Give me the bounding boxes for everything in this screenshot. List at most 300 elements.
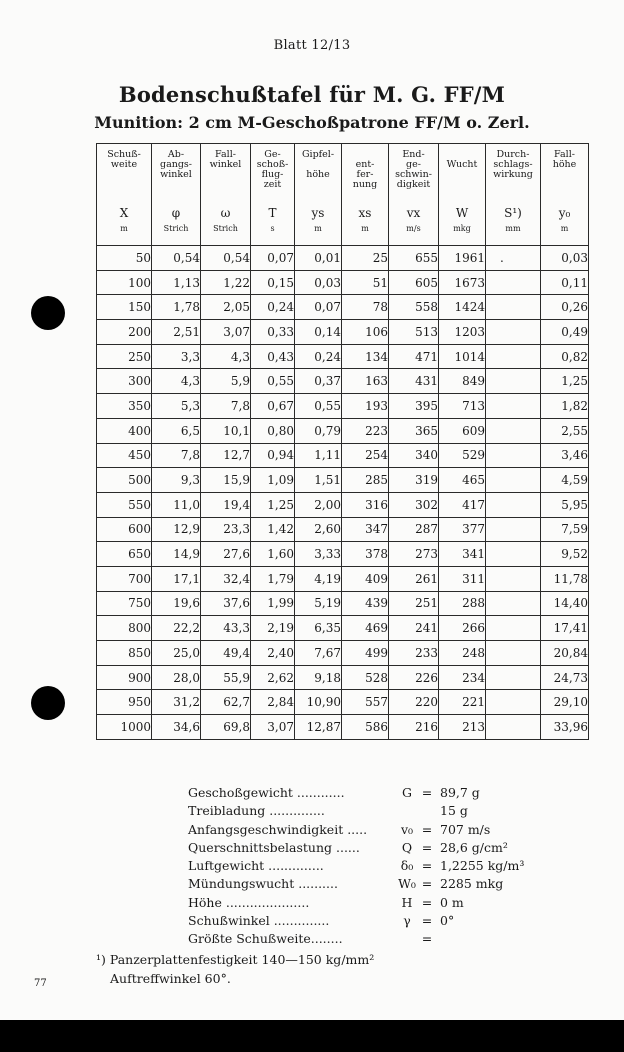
table-cell: 28,0 — [152, 665, 201, 690]
table-cell: 2,05 — [201, 295, 251, 320]
table-cell: 2,51 — [152, 320, 201, 345]
parameter-equals: = — [421, 839, 433, 855]
table-cell: 900 — [97, 665, 152, 690]
table-cell: 251 — [389, 591, 439, 616]
table-cell — [486, 492, 541, 517]
table-cell: 1,22 — [201, 270, 251, 295]
table-cell: 800 — [97, 616, 152, 641]
table-cell: 17,41 — [541, 616, 589, 641]
table-cell: 0,01 — [295, 246, 342, 271]
table-cell: 750 — [97, 591, 152, 616]
table-cell: 1,42 — [251, 517, 295, 542]
table-row — [97, 369, 589, 394]
table-cell: 609 — [439, 418, 486, 443]
table-cell: 9,3 — [152, 468, 201, 493]
column-header-label: Gipfel- höhe — [301, 149, 335, 180]
parameter-equals: = — [421, 913, 433, 929]
table-cell: 1673 — [439, 270, 486, 295]
parameter-value: 28,6 g/cm² — [440, 839, 508, 855]
column-header — [295, 144, 342, 246]
table-cell: 311 — [439, 566, 486, 591]
parameter-symbol: Q — [401, 839, 413, 855]
table-cell: 0,26 — [541, 295, 589, 320]
table-row — [97, 616, 589, 641]
table-cell: 950 — [97, 690, 152, 715]
table-cell: 395 — [389, 394, 439, 419]
parameter-label: Anfangsgeschwindigkeit ..... — [188, 821, 368, 837]
table-cell: 1,25 — [541, 369, 589, 394]
table-cell: 586 — [342, 715, 389, 740]
parameter-equals: = — [421, 894, 433, 910]
table-cell — [486, 517, 541, 542]
table-cell: 22,2 — [152, 616, 201, 641]
table-cell — [486, 715, 541, 740]
table-cell: 25 — [342, 246, 389, 271]
parameter-row — [188, 930, 548, 948]
table-cell: 37,6 — [201, 591, 251, 616]
table-cell: 300 — [97, 369, 152, 394]
column-header-symbol: xs — [358, 206, 372, 220]
table-cell: 7,67 — [295, 641, 342, 666]
table-cell: 341 — [439, 542, 486, 567]
page-subtitle: Munition: 2 cm M-Geschoßpatrone FF/M o. Zerl. — [94, 113, 530, 132]
scan-border-bottom — [0, 1020, 624, 1052]
table-cell: 0,82 — [541, 344, 589, 369]
table-cell: 600 — [97, 517, 152, 542]
footnote-line-2: Auftreffwinkel 60°. — [110, 971, 231, 986]
table-cell: 0,54 — [201, 246, 251, 271]
table-cell: 0,07 — [251, 246, 295, 271]
table-cell — [486, 320, 541, 345]
table-cell: 347 — [342, 517, 389, 542]
table-cell: 558 — [389, 295, 439, 320]
column-header — [152, 144, 201, 246]
table-cell: 1,09 — [251, 468, 295, 493]
table-cell: 0,37 — [295, 369, 342, 394]
parameter-symbol: W₀ — [398, 876, 416, 892]
column-header — [251, 144, 295, 246]
parameter-label: Schußwinkel .............. — [188, 913, 330, 929]
table-cell: 0,55 — [251, 369, 295, 394]
parameter-row — [188, 912, 548, 930]
table-cell: 248 — [439, 641, 486, 666]
parameter-value: 0 m — [440, 894, 464, 910]
footnote — [96, 950, 374, 988]
table-cell: 450 — [97, 443, 152, 468]
table-cell: 234 — [439, 665, 486, 690]
parameter-symbol: γ — [403, 913, 411, 929]
column-header-label: Durch- schlags- wirkung — [493, 149, 533, 180]
table-cell: 0,49 — [541, 320, 589, 345]
parameter-value: 2285 mkg — [440, 876, 504, 892]
table-cell: 254 — [342, 443, 389, 468]
column-header — [541, 144, 589, 246]
column-header-symbol: ys — [311, 206, 325, 220]
table-cell: 223 — [342, 418, 389, 443]
column-header-label: Schuß- weite — [107, 149, 141, 170]
table-cell: 1,82 — [541, 394, 589, 419]
parameter-equals: = — [421, 785, 433, 800]
table-cell: 2,60 — [295, 517, 342, 542]
table-cell: 316 — [342, 492, 389, 517]
table-cell: 55,9 — [201, 665, 251, 690]
parameter-label: Größte Schußweite........ — [188, 931, 343, 947]
table-row — [97, 517, 589, 542]
table-cell: 0,79 — [295, 418, 342, 443]
table-cell: 34,6 — [152, 715, 201, 740]
table-cell — [486, 616, 541, 641]
parameter-label: Treibladung .............. — [188, 803, 325, 819]
table-cell — [486, 665, 541, 690]
parameter-row — [188, 875, 548, 893]
table-cell: 78 — [342, 295, 389, 320]
parameter-label: Luftgewicht .............. — [188, 858, 324, 874]
table-cell: 233 — [389, 641, 439, 666]
sheet-label: Blatt 12/13 — [273, 38, 351, 53]
table-cell: 0,07 — [295, 295, 342, 320]
table-cell: 23,3 — [201, 517, 251, 542]
table-cell — [486, 566, 541, 591]
table-cell: 1,51 — [295, 468, 342, 493]
table-cell: 4,19 — [295, 566, 342, 591]
table-cell: 14,40 — [541, 591, 589, 616]
parameter-row — [188, 839, 548, 857]
table-cell: 471 — [389, 344, 439, 369]
column-header-symbol: φ — [171, 206, 181, 220]
parameter-row — [188, 784, 548, 802]
table-cell: 10,90 — [295, 690, 342, 715]
table-cell: 25,0 — [152, 641, 201, 666]
table-cell: 0,94 — [251, 443, 295, 468]
parameter-equals: = — [421, 931, 433, 947]
table-cell: 6,35 — [295, 616, 342, 641]
column-header-label: Ge- schoß- flug- zeit — [256, 149, 289, 190]
parameter-label: Mündungswucht .......... — [188, 876, 338, 892]
table-cell: 12,7 — [201, 443, 251, 468]
ballistic-parameters — [188, 784, 548, 949]
table-cell: 266 — [439, 616, 486, 641]
table-cell: 1424 — [439, 295, 486, 320]
table-cell: 409 — [342, 566, 389, 591]
column-header-label: End- ge- schwin- digkeit — [395, 149, 432, 190]
table-cell: 19,6 — [152, 591, 201, 616]
table-cell: 134 — [342, 344, 389, 369]
table-row — [97, 344, 589, 369]
table-cell: 2,62 — [251, 665, 295, 690]
parameter-value: 15 g — [440, 803, 468, 819]
table-row — [97, 246, 589, 271]
table-cell: 0,55 — [295, 394, 342, 419]
table-cell: 0,24 — [251, 295, 295, 320]
table-cell: 12,9 — [152, 517, 201, 542]
parameter-value: 0° — [440, 913, 455, 929]
table-cell: 50 — [97, 246, 152, 271]
parameter-row — [188, 802, 548, 820]
table-cell: 24,73 — [541, 665, 589, 690]
table-cell: 0,54 — [152, 246, 201, 271]
table-cell — [486, 468, 541, 493]
table-row — [97, 690, 589, 715]
parameter-label: Geschoßgewicht ............ — [188, 785, 345, 800]
column-header — [389, 144, 439, 246]
table-cell: 529 — [439, 443, 486, 468]
table-cell: 1,60 — [251, 542, 295, 567]
parameter-symbol: δ₀ — [400, 858, 414, 874]
table-cell: 4,59 — [541, 468, 589, 493]
table-cell: 216 — [389, 715, 439, 740]
table-cell: 319 — [389, 468, 439, 493]
parameter-row — [188, 894, 548, 912]
table-row — [97, 295, 589, 320]
table-row — [97, 641, 589, 666]
table-cell: . — [486, 246, 541, 271]
table-cell: 213 — [439, 715, 486, 740]
table-cell: 51 — [342, 270, 389, 295]
table-cell: 4,3 — [201, 344, 251, 369]
table-cell: 7,8 — [152, 443, 201, 468]
punch-hole-bottom — [31, 686, 65, 720]
parameter-label: Höhe ..................... — [188, 894, 310, 910]
table-cell: 11,0 — [152, 492, 201, 517]
parameter-value: 707 m/s — [440, 821, 491, 837]
table-cell: 377 — [439, 517, 486, 542]
table-cell — [486, 369, 541, 394]
column-header-unit: mm — [505, 224, 521, 233]
table-row — [97, 443, 589, 468]
table-row — [97, 492, 589, 517]
table-cell: 221 — [439, 690, 486, 715]
parameter-value: 1,2255 kg/m³ — [440, 858, 525, 874]
table-cell: 2,55 — [541, 418, 589, 443]
table-cell: 106 — [342, 320, 389, 345]
table-cell: 1,13 — [152, 270, 201, 295]
table-cell: 378 — [342, 542, 389, 567]
parameter-value: 89,7 g — [440, 785, 480, 800]
table-cell — [486, 418, 541, 443]
punch-hole-top — [31, 296, 65, 330]
column-header-unit: Strich — [163, 224, 189, 233]
column-header — [201, 144, 251, 246]
table-cell: 29,10 — [541, 690, 589, 715]
table-cell: 288 — [439, 591, 486, 616]
table-cell: 1,25 — [251, 492, 295, 517]
table-cell: 250 — [97, 344, 152, 369]
column-header-symbol: S¹) — [504, 206, 522, 220]
column-header-unit: m — [314, 224, 322, 233]
column-header-symbol: W — [455, 206, 469, 220]
table-cell — [486, 542, 541, 567]
column-header-unit: m/s — [406, 224, 421, 233]
table-cell: 220 — [389, 690, 439, 715]
table-row — [97, 566, 589, 591]
table-cell: 340 — [389, 443, 439, 468]
table-cell: 7,8 — [201, 394, 251, 419]
table-cell: 0,67 — [251, 394, 295, 419]
table-cell: 0,03 — [295, 270, 342, 295]
table-cell: 5,19 — [295, 591, 342, 616]
table-row — [97, 320, 589, 345]
column-header — [342, 144, 389, 246]
table-cell: 1014 — [439, 344, 486, 369]
table-cell: 850 — [97, 641, 152, 666]
table-cell: 3,46 — [541, 443, 589, 468]
table-cell: 0,33 — [251, 320, 295, 345]
column-header-symbol: T — [268, 206, 277, 220]
parameter-equals: = — [421, 821, 433, 837]
column-header-symbol: y₀ — [558, 206, 571, 220]
table-cell: 431 — [389, 369, 439, 394]
table-cell: 261 — [389, 566, 439, 591]
table-cell: 302 — [389, 492, 439, 517]
table-cell: 528 — [342, 665, 389, 690]
column-header-label: Fall- höhe — [552, 149, 577, 170]
column-header-unit: mkg — [453, 224, 471, 233]
table-cell: 193 — [342, 394, 389, 419]
column-header-label: ent- fer- nung — [352, 159, 378, 190]
table-cell: 0,43 — [251, 344, 295, 369]
table-cell: 1,78 — [152, 295, 201, 320]
column-header-unit: m — [361, 224, 369, 233]
table-cell: 287 — [389, 517, 439, 542]
table-row — [97, 542, 589, 567]
table-cell: 4,3 — [152, 369, 201, 394]
table-row — [97, 665, 589, 690]
table-cell: 5,3 — [152, 394, 201, 419]
table-cell: 417 — [439, 492, 486, 517]
table-cell: 150 — [97, 295, 152, 320]
table-cell: 62,7 — [201, 690, 251, 715]
table-cell: 5,9 — [201, 369, 251, 394]
table-cell: 1961 — [439, 246, 486, 271]
table-cell: 6,5 — [152, 418, 201, 443]
table-row — [97, 468, 589, 493]
table-cell — [486, 591, 541, 616]
table-cell — [486, 394, 541, 419]
table-cell: 713 — [439, 394, 486, 419]
column-header-label: Wucht — [446, 159, 478, 170]
table-row — [97, 591, 589, 616]
table-cell — [486, 295, 541, 320]
table-cell: 17,1 — [152, 566, 201, 591]
column-header-unit: s — [270, 224, 275, 233]
column-header-symbol: ω — [220, 206, 231, 220]
table-cell: 2,00 — [295, 492, 342, 517]
parameter-symbol: v₀ — [400, 821, 414, 837]
table-cell: 3,3 — [152, 344, 201, 369]
table-body — [97, 246, 589, 740]
table-cell: 500 — [97, 468, 152, 493]
table-cell: 19,4 — [201, 492, 251, 517]
table-row — [97, 270, 589, 295]
table-cell: 3,07 — [201, 320, 251, 345]
table-cell: 849 — [439, 369, 486, 394]
parameter-row — [188, 857, 548, 875]
table-cell: 513 — [389, 320, 439, 345]
table-cell: 3,33 — [295, 542, 342, 567]
table-cell: 650 — [97, 542, 152, 567]
column-header — [439, 144, 486, 246]
table-cell: 550 — [97, 492, 152, 517]
table-cell: 1203 — [439, 320, 486, 345]
table-cell: 285 — [342, 468, 389, 493]
table-cell: 557 — [342, 690, 389, 715]
table-row — [97, 418, 589, 443]
table-cell: 33,96 — [541, 715, 589, 740]
table-cell: 7,59 — [541, 517, 589, 542]
table-cell: 5,95 — [541, 492, 589, 517]
table-cell: 400 — [97, 418, 152, 443]
table-cell: 3,07 — [251, 715, 295, 740]
parameter-equals: = — [421, 876, 433, 892]
table-cell: 1,99 — [251, 591, 295, 616]
table-cell: 226 — [389, 665, 439, 690]
table-cell: 655 — [389, 246, 439, 271]
column-header-unit: m — [120, 224, 128, 233]
table-cell: 27,6 — [201, 542, 251, 567]
table-row — [97, 394, 589, 419]
column-header-symbol: vx — [406, 206, 421, 220]
table-cell: 0,03 — [541, 246, 589, 271]
table-cell: 14,9 — [152, 542, 201, 567]
table-cell: 12,87 — [295, 715, 342, 740]
parameter-equals: = — [421, 858, 433, 874]
table-cell: 49,4 — [201, 641, 251, 666]
table-cell: 2,40 — [251, 641, 295, 666]
table-cell — [486, 690, 541, 715]
page-number: 77 — [34, 978, 47, 989]
table-cell: 0,24 — [295, 344, 342, 369]
table-cell: 9,18 — [295, 665, 342, 690]
table-cell: 2,84 — [251, 690, 295, 715]
table-cell: 10,1 — [201, 418, 251, 443]
column-header-unit: Strich — [213, 224, 238, 233]
table-cell: 465 — [439, 468, 486, 493]
table-cell: 32,4 — [201, 566, 251, 591]
table-cell: 241 — [389, 616, 439, 641]
table-cell — [486, 270, 541, 295]
table-cell: 439 — [342, 591, 389, 616]
table-cell: 20,84 — [541, 641, 589, 666]
table-header-row — [97, 144, 589, 246]
table-cell: 9,52 — [541, 542, 589, 567]
table-cell: 0,11 — [541, 270, 589, 295]
parameter-label: Querschnittsbelastung ...... — [188, 839, 360, 855]
table-cell: 69,8 — [201, 715, 251, 740]
footnote-line-1: ¹) Panzerplattenfestigkeit 140—150 kg/mm² — [96, 952, 375, 967]
column-header-label: Ab- gangs- winkel — [159, 149, 193, 180]
parameter-symbol: G — [402, 785, 412, 800]
table-cell: 100 — [97, 270, 152, 295]
table-cell — [486, 443, 541, 468]
table-cell: 11,78 — [541, 566, 589, 591]
column-header-unit: m — [560, 224, 569, 233]
table-cell: 0,15 — [251, 270, 295, 295]
table-cell: 43,3 — [201, 616, 251, 641]
column-header-label: Fall- winkel — [209, 149, 242, 170]
table-row — [97, 715, 589, 740]
table-cell: 273 — [389, 542, 439, 567]
table-cell — [486, 641, 541, 666]
table-cell: 0,80 — [251, 418, 295, 443]
firing-table — [96, 143, 589, 740]
parameter-symbol: H — [401, 894, 413, 910]
column-header-symbol: X — [119, 206, 129, 220]
page-title: Bodenschußtafel für M. G. FF/M — [118, 82, 506, 107]
column-header — [97, 144, 152, 246]
table-cell: 31,2 — [152, 690, 201, 715]
table-cell: 499 — [342, 641, 389, 666]
table-cell: 1,79 — [251, 566, 295, 591]
